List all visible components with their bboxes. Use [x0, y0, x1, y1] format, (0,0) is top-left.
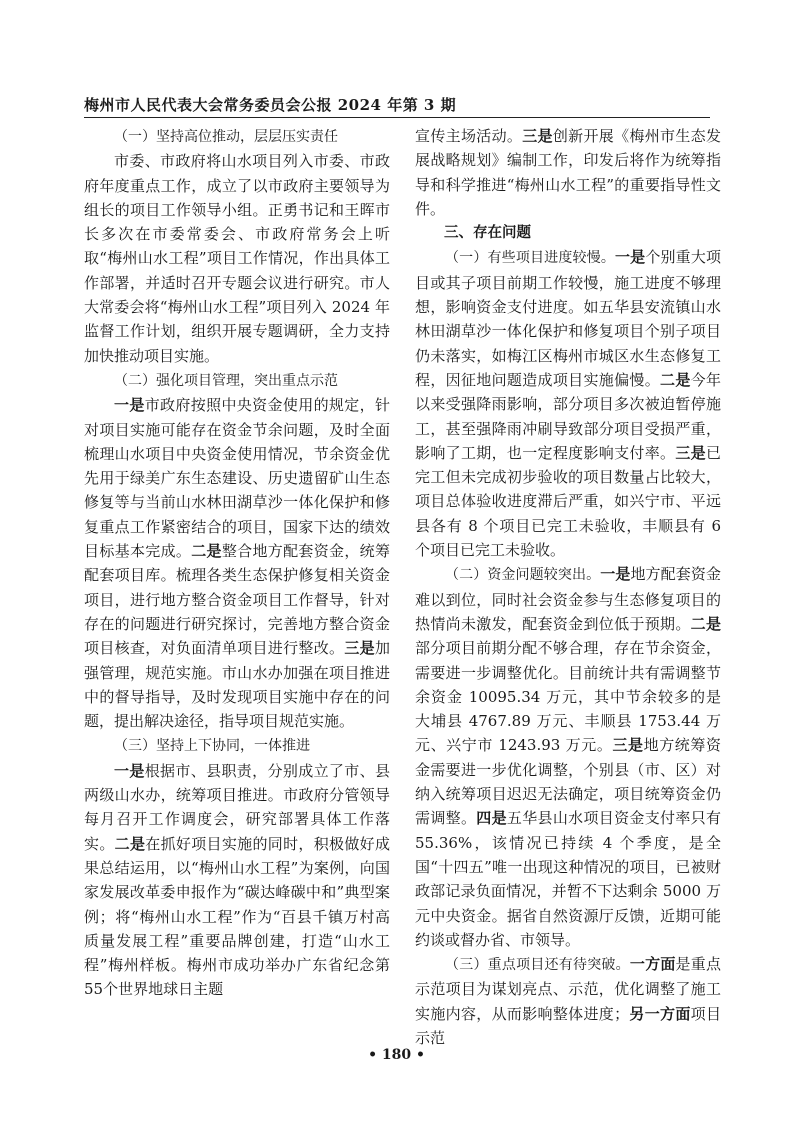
- body-text: 市政府按照中央资金使用的规定，针对项目实施可能存在资金节余问题，及时全面梳理山水项目中央资金使用情况，节余资金优先用于绿美广东生态建设、历史遗留矿山生态修复等与当前山水林田湖草沙一体化保护和修复重点工作紧密结合的项目，国家下达的绩效目标基本完成。: [84, 396, 390, 561]
- body-text: 创新开展《梅州市生态发展战略规划》编制工作，印发后将作为统筹指导和科学推进“梅州山水工程”的重要指导性文件。: [415, 127, 721, 218]
- subheading: （三）坚持上下协同，一体推进: [114, 738, 310, 755]
- header-rule: [84, 117, 710, 118]
- emphasis-marker: 一是: [614, 248, 646, 267]
- body-text: 个别重大项目或其子项目前期工作较慢，施工进度不够理想，影响资金支付进度。如五华县安流镇山水林田湖草沙一体化保护和修复项目个别子项目仍未落实，如梅江区梅州市城区水生态修复工程，因征地问题造成项目实施偏慢。: [415, 248, 721, 389]
- right-column: [415, 124, 721, 1050]
- emphasis-marker: 二是: [660, 370, 691, 389]
- emphasis-marker: 二是: [191, 542, 222, 561]
- body-text: 宣传主场活动。: [415, 127, 523, 145]
- subheading-paragraph: [84, 733, 390, 758]
- emphasis-marker: 三是: [675, 443, 706, 462]
- emphasis-marker: 一方面: [629, 955, 676, 974]
- emphasis-marker: 另一方面: [629, 1004, 691, 1023]
- emphasis-marker: 三是: [612, 736, 644, 755]
- emphasis-marker: 一是: [114, 396, 145, 415]
- subheading: （一）坚持高位推动，层层压实责任: [114, 129, 338, 145]
- subheading: （三）重点项目还有待突破。: [445, 957, 630, 974]
- body-paragraph: [415, 124, 721, 221]
- body-text: 整合地方配套资金，统筹配套项目库。梳理各类生态保护修复相关资金项目，进行地方整合资金项目工作督导，针对存在的问题进行研究探讨，完善地方整合资金项目核查，对负面清单项目进行整改。: [84, 542, 390, 658]
- body-paragraph: [84, 759, 390, 1002]
- body-paragraph: [84, 393, 390, 733]
- emphasis-marker: 三是: [344, 639, 375, 658]
- emphasis-marker: 三是: [522, 127, 553, 145]
- body-text: 今年以来受强降雨影响，部分项目多次被迫暂停施工，甚至强降雨冲刷导致部分项目受损严重，影响了工期，也一定程度影响支付率。: [415, 370, 721, 462]
- body-text: 根据市、县职责，分别成立了市、县两级山水办，统筹项目推进。市政府分管领导每月召开工作调度会，研究部署具体工作落实。: [84, 761, 390, 853]
- emphasis-marker: 二是: [690, 614, 721, 633]
- left-column: [84, 124, 390, 1002]
- body-text: 部分项目前期分配不够合理，存在节余资金，需要进一步调整优化。目前统计共有需调整节余资金 10095.34 万元，其中节余较多的是大埔县 4767.89 万元、丰顺县 1753.44 万元、兴宁市 1243.93 万元。: [415, 639, 721, 755]
- subheading-paragraph: [84, 124, 390, 149]
- section-heading: 三、存在问题: [444, 225, 531, 242]
- subheading: （二）资金问题较突出。: [445, 567, 601, 584]
- page-number: • 180 •: [368, 1047, 425, 1063]
- body-text: 五华县山水项目资金支付率只有 55.36%，该情况已持续 4 个季度，是全国“十四五”唯一出现这种情况的项目，已被财政部记录负面情况，并暂不下达剩余 5000 万元中央资金。据省自然资源厅反馈，近期可能约谈或督办省、市领导。: [415, 809, 721, 949]
- body-text: 已完工但未完成初步验收的项目数量占比较大，项目总体验收进度滞后严重，如兴宁市、平远县各有 8 个项目已完工未验收，丰顺县有 6 个项目已完工未验收。: [415, 443, 721, 560]
- subheading: （一）有些项目进度较慢。: [445, 250, 615, 267]
- body-text: 地方配套资金难以到位，同时社会资金参与生态修复项目的热情尚未激发，配套资金到位低于预期。: [415, 565, 721, 633]
- page-header: 梅州市人民代表大会常务委员会公报 2024 年第 3 期: [84, 96, 457, 114]
- body-text: 是重点示范项目为谋划亮点、示范，优化调整了施工实施内容，从而影响整体进度；: [415, 955, 721, 1023]
- emphasis-marker: 一是: [600, 565, 631, 584]
- emphasis-marker: 四是: [476, 809, 507, 828]
- subheading-paragraph: [84, 368, 390, 393]
- body-text: 加强管理，规范实施。市山水办加强在项目推进中的督导指导，及时发现项目实施中存在的问题，提出解决途径，指导项目规范实施。: [84, 639, 390, 731]
- body-text: 市委、市政府将山水项目列入市委、市政府年度重点工作，成立了以市政府主要领导为组长的项目工作领导小组。正勇书记和王晖市长多次在市委常委会、市政府常务会上听取“梅州山水工程”项目工作情况，作出具体工作部署，并适时召开专题会议进行研究。市人大常委会将“梅州山水工程”项目列入 2024 年监督工作计划，组织开展专题调研，全力支持加快推动项目实施。: [84, 152, 390, 365]
- body-paragraph: [84, 149, 390, 368]
- emphasis-marker: 二是: [114, 834, 146, 853]
- body-text: 地方统筹资金需要进一步优化调整，个别县（市、区）对纳入统筹项目迟迟无法确定，项目统筹资金仍需调整。: [415, 736, 721, 828]
- subheading-paragraph: [415, 245, 721, 562]
- body-text: 在抓好项目实施的同时，积极做好成果总结运用，以“梅州山水工程”为案例，向国家发展改革委申报作为“碳达峰碳中和”典型案例；将“梅州山水工程”作为“百县千镇万村高质量发展工程”重要品牌创建，打造“山水工程”梅州样板。梅州市成功举办广东省纪念第55个世界地球日主题: [84, 834, 390, 999]
- subheading-paragraph: [415, 562, 721, 952]
- body-text: 项目示范: [415, 1004, 721, 1047]
- subheading-paragraph: [415, 952, 721, 1050]
- emphasis-marker: 一是: [114, 761, 145, 780]
- subheading: （二）强化项目管理，突出重点示范: [114, 372, 338, 389]
